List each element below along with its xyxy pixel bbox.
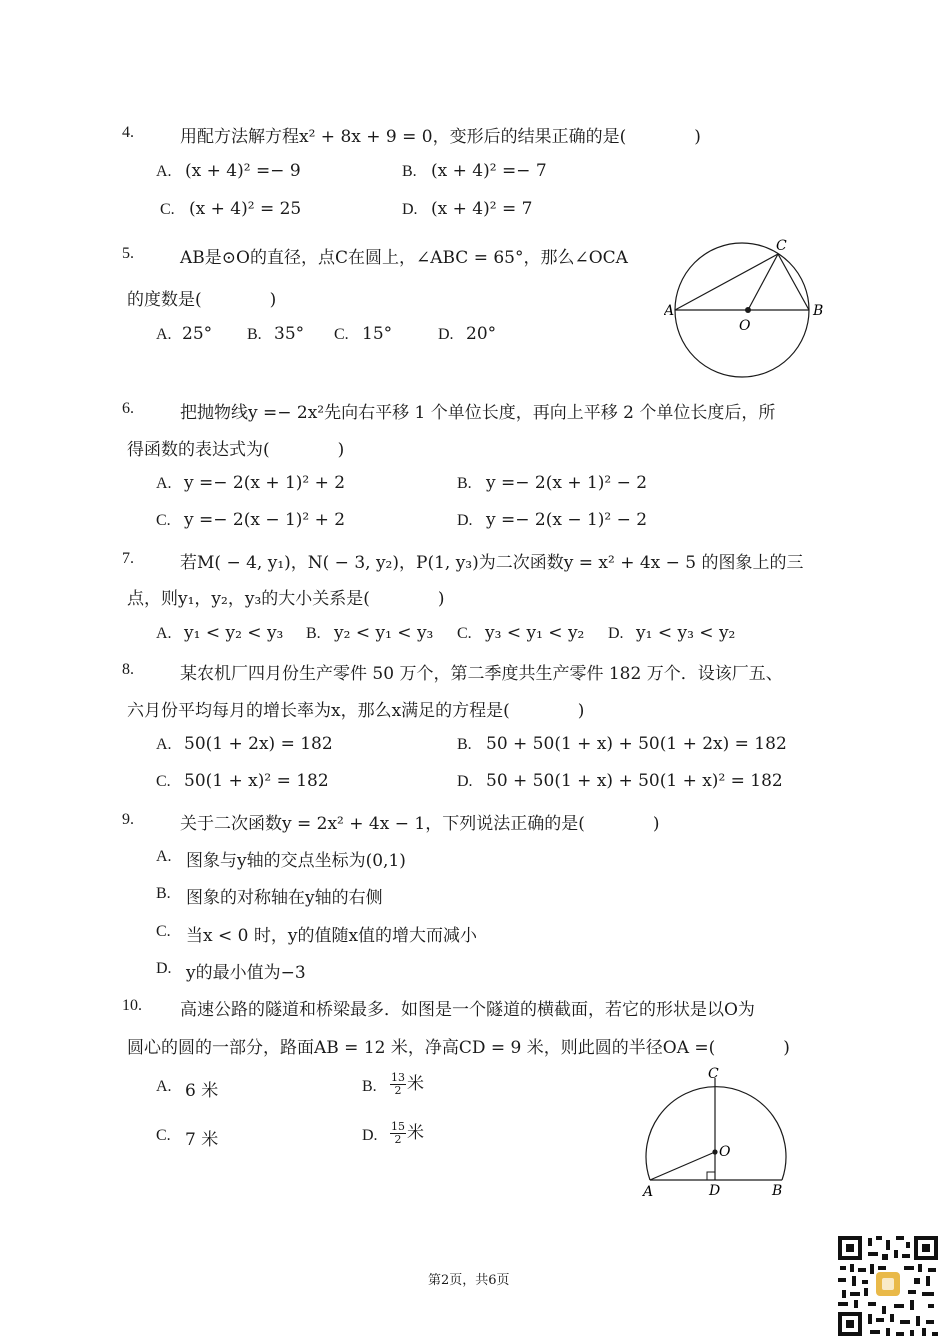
q4-option-c: (x + 4)² = 25 xyxy=(189,199,302,219)
q6-option-b-letter: B. xyxy=(457,475,472,492)
q8-option-b: 50 + 50(1 + x) + 50(1 + 2x) = 182 xyxy=(486,734,787,754)
q10-label-d: D xyxy=(709,1183,721,1199)
q7-option-b-letter: B. xyxy=(306,625,321,642)
q10-option-d-letter: D. xyxy=(362,1127,378,1144)
q9-option-d-letter: D. xyxy=(156,960,172,977)
q10-number: 10. xyxy=(122,997,142,1014)
q10-option-d-denominator: 2 xyxy=(394,1133,402,1146)
q9-option-a-letter: A. xyxy=(156,848,172,865)
q5-option-b: 35° xyxy=(274,324,305,344)
q6-option-b: y =− 2(x + 1)² − 2 xyxy=(486,473,648,493)
q9-number: 9. xyxy=(122,811,134,828)
q6-option-c-letter: C. xyxy=(156,512,171,529)
q5-option-a: 25° xyxy=(182,324,213,344)
q10-option-b-letter: B. xyxy=(362,1078,377,1095)
q10-option-c-letter: C. xyxy=(156,1127,171,1144)
q8-option-d: 50 + 50(1 + x) + 50(1 + x)² = 182 xyxy=(486,771,783,791)
q6-option-d-letter: D. xyxy=(457,512,473,529)
q10-option-a-letter: A. xyxy=(156,1078,172,1095)
q5-chord-bc xyxy=(778,254,809,310)
q5-option-c: 15° xyxy=(362,324,393,344)
q10-center-point xyxy=(712,1149,717,1154)
q9-stem: 关于二次函数y = 2x² + 4x − 1，下列说法正确的是( ) xyxy=(180,814,660,834)
q5-label-c: C xyxy=(776,238,787,254)
q4-option-c-letter: C. xyxy=(160,201,175,218)
q6-stem-line2: 得函数的表达式为( ) xyxy=(127,440,345,460)
q10-option-b-fraction xyxy=(390,1072,406,1097)
q10-arc xyxy=(646,1087,786,1180)
q4-option-b-letter: B. xyxy=(402,163,417,180)
q10-option-d xyxy=(389,1118,424,1146)
q10-option-d-numerator: 15 xyxy=(391,1120,405,1133)
q4-option-b: (x + 4)² =− 7 xyxy=(431,161,547,181)
q5-option-c-letter: C. xyxy=(334,326,349,343)
q9-option-a: 图象与y轴的交点坐标为(0,1) xyxy=(186,851,406,871)
q10-option-d-unit: 米 xyxy=(407,1123,424,1143)
q5-number: 5. xyxy=(122,245,134,262)
q6-option-a-letter: A. xyxy=(156,475,172,492)
q10-label-a: A xyxy=(643,1184,654,1200)
q6-option-a: y =− 2(x + 1)² + 2 xyxy=(184,473,346,493)
q10-tunnel-figure xyxy=(634,1064,794,1200)
q7-option-a-letter: A. xyxy=(156,625,172,642)
q5-option-d-letter: D. xyxy=(438,326,454,343)
q8-option-d-letter: D. xyxy=(457,773,473,790)
q7-option-b: y₂ < y₁ < y₃ xyxy=(334,623,434,643)
q7-stem-line1: 若M( − 4, y₁)，N( − 3, y₂)，P(1, y₃)为二次函数y = x² + 4x − 5 的图象上的三 xyxy=(180,553,804,573)
q10-option-d-fraction xyxy=(390,1121,406,1146)
q7-number: 7. xyxy=(122,550,134,567)
q10-option-c: 7 米 xyxy=(185,1130,219,1150)
q5-option-b-letter: B. xyxy=(247,326,262,343)
q6-option-c: y =− 2(x − 1)² + 2 xyxy=(184,510,346,530)
q10-option-b-denominator: 2 xyxy=(394,1084,402,1097)
q8-stem-line1: 某农机厂四月份生产零件 50 万个，第二季度共生产零件 182 万个．设该厂五、 xyxy=(180,664,783,684)
q8-stem-line2: 六月份平均每月的增长率为x，那么x满足的方程是( ) xyxy=(127,701,585,721)
q5-option-a-letter: A. xyxy=(156,326,172,343)
q10-option-a: 6 米 xyxy=(185,1081,219,1101)
q8-option-a: 50(1 + 2x) = 182 xyxy=(184,734,333,754)
q9-option-c: 当x < 0 时，y的值随x值的增大而减小 xyxy=(186,926,478,946)
q5-circle-figure xyxy=(664,234,834,380)
q7-stem-line2: 点，则y₁，y₂，y₃的大小关系是( ) xyxy=(127,589,445,609)
q10-option-b xyxy=(389,1069,424,1097)
q8-option-c-letter: C. xyxy=(156,773,171,790)
q10-label-c: C xyxy=(708,1066,719,1082)
q6-option-d: y =− 2(x − 1)² − 2 xyxy=(486,510,648,530)
q6-number: 6. xyxy=(122,400,134,417)
page-footer: 第2页，共6页 xyxy=(428,1273,510,1288)
q7-option-c: y₃ < y₁ < y₂ xyxy=(485,623,585,643)
q10-option-b-numerator: 13 xyxy=(391,1071,405,1084)
q8-option-b-letter: B. xyxy=(457,736,472,753)
q6-stem-line1: 把抛物线y =− 2x²先向右平移 1 个单位长度，再向上平移 2 个单位长度后，所 xyxy=(180,403,776,423)
q5-option-d: 20° xyxy=(466,324,497,344)
q9-option-b-letter: B. xyxy=(156,885,171,902)
q10-label-b: B xyxy=(772,1183,783,1199)
q4-option-a: (x + 4)² =− 9 xyxy=(185,161,301,181)
q10-option-b-unit: 米 xyxy=(407,1074,424,1094)
q10-radius-oa xyxy=(650,1152,715,1180)
q5-stem-line1: AB是⊙O的直径，点C在圆上，∠ABC = 65°，那么∠OCA xyxy=(180,248,628,268)
q4-option-d-letter: D. xyxy=(402,201,418,218)
q9-option-b: 图象的对称轴在y轴的右侧 xyxy=(186,888,383,908)
q4-stem: 用配方法解方程x² + 8x + 9 = 0，变形后的结果正确的是( ) xyxy=(180,127,701,147)
q5-stem-line2: 的度数是( ) xyxy=(127,290,277,310)
q5-label-b: B xyxy=(813,303,824,319)
q7-option-c-letter: C. xyxy=(457,625,472,642)
q10-right-angle-mark xyxy=(707,1172,715,1180)
q4-option-a-letter: A. xyxy=(156,163,172,180)
q5-label-o: O xyxy=(739,318,751,334)
q8-number: 8. xyxy=(122,661,134,678)
q5-center-point xyxy=(745,307,751,313)
q10-label-o: O xyxy=(719,1144,731,1160)
q8-option-c: 50(1 + x)² = 182 xyxy=(184,771,329,791)
q10-stem-line1: 高速公路的隧道和桥梁最多．如图是一个隧道的横截面，若它的形状是以O为 xyxy=(180,1000,755,1020)
q10-stem-line2: 圆心的圆的一部分，路面AB = 12 米，净高CD = 9 米，则此圆的半径OA =( ) xyxy=(127,1038,790,1058)
q7-option-a: y₁ < y₂ < y₃ xyxy=(184,623,284,643)
q8-option-a-letter: A. xyxy=(156,736,172,753)
q7-option-d: y₁ < y₃ < y₂ xyxy=(636,623,736,643)
q4-option-d: (x + 4)² = 7 xyxy=(431,199,533,219)
qr-code-icon xyxy=(838,1236,938,1336)
q4-number: 4. xyxy=(122,124,134,141)
q7-option-d-letter: D. xyxy=(608,625,624,642)
q9-option-c-letter: C. xyxy=(156,923,171,940)
q9-option-d: y的最小值为−3 xyxy=(186,963,306,983)
q5-label-a: A xyxy=(664,303,675,319)
